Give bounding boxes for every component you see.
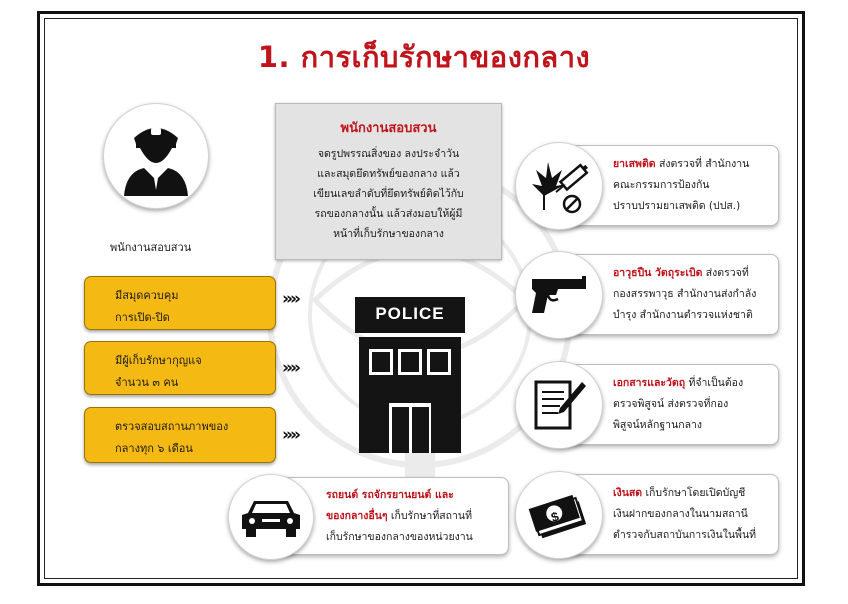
- rule-line: จำนวน ๓ คน: [115, 376, 179, 389]
- narcotics-line: ปราบปรามยาเสพติด (ปปส.): [613, 200, 741, 212]
- cash-line: ตำรวจกับสถาบันการเงินในพื้นที่: [613, 529, 757, 541]
- weapons-circle: [515, 251, 603, 339]
- documents-circle: [515, 361, 603, 449]
- duty-title: พนักงานสอบสวน: [340, 121, 437, 136]
- vehicles-text: เก็บรักษาที่สถานที่: [387, 510, 473, 522]
- documents-highlight: เอกสารและวัตถุ: [613, 377, 686, 389]
- vehicles-highlight-2: ของกลางอื่นๆ: [326, 510, 388, 522]
- documents-line: ตรวจพิสูจน์ ส่งตรวจที่กอง: [613, 398, 729, 410]
- duty-line: และสมุดยึดทรัพย์ของกลาง แล้ว: [317, 168, 460, 180]
- rule-box-control-book: [84, 276, 276, 330]
- investigator-duty-box: [275, 103, 502, 260]
- duty-line: เขียนเลขลำดับที่ยึดทรัพย์ติดไว้กับ: [313, 188, 464, 200]
- drugs-icon: [526, 156, 592, 216]
- narcotics-highlight: ยาเสพติด: [613, 158, 656, 170]
- narcotics-circle: [515, 142, 603, 230]
- officer-label: พนักงานสอบสวน: [110, 241, 192, 254]
- vehicles-circle: [228, 474, 314, 560]
- duty-line: รถของกลางนั้น แล้วส่งมอบให้ผู้มี: [314, 208, 463, 220]
- police-station-icon: [355, 297, 465, 453]
- cash-text: เก็บรักษาโดยเปิดบัญชี: [642, 487, 746, 499]
- rule-line: ตรวจสอบสถานภาพของ: [115, 420, 229, 433]
- vehicles-highlight: รถยนต์ รถจักรยานยนต์ และ: [326, 489, 454, 501]
- gun-icon: [528, 273, 590, 317]
- arrow-icon: »»: [282, 358, 298, 378]
- money-icon: [528, 490, 590, 540]
- police-officer-icon: [120, 116, 192, 196]
- narcotics-line: คณะกรรมการป้องกัน: [613, 179, 710, 191]
- documents-text: ที่จำเป็นต้อง: [685, 377, 744, 389]
- page-title: 1. การเก็บรักษาของกลาง: [257, 40, 591, 74]
- rule-line: กลางทุก ๖ เดือน: [115, 442, 193, 455]
- duty-text: [276, 144, 501, 244]
- officer-circle: [103, 103, 209, 209]
- document-pen-icon: [530, 376, 588, 434]
- car-icon: [240, 495, 302, 539]
- duty-line: จดรูปพรรณสิ่งของ ลงประจำวัน: [317, 148, 460, 160]
- documents-line: พิสูจน์หลักฐานกลาง: [613, 419, 703, 431]
- narcotics-text: ส่งตรวจที่ สำนักงาน: [655, 158, 750, 170]
- weapons-line: กองสรรพาวุธ สำนักงานส่งกำลัง: [613, 288, 757, 300]
- svg-text:$: $: [549, 508, 561, 526]
- arrow-icon: »»: [282, 425, 298, 445]
- weapons-text: ส่งตรวจที่: [702, 267, 749, 279]
- duty-line: หน้าที่เก็บรักษาของกลาง: [333, 228, 444, 240]
- weapons-line: บำรุง สำนักงานตำรวจแห่งชาติ: [613, 309, 753, 321]
- cash-circle: [515, 471, 603, 559]
- rule-line: มีสมุดควบคุม: [115, 289, 179, 302]
- weapons-highlight: อาวุธปืน วัตถุระเบิด: [613, 267, 703, 279]
- vehicles-line: เก็บรักษาของกลางของหน่วยงาน: [326, 531, 473, 543]
- cash-line: เงินฝากของกลางในนามสถานี: [613, 508, 748, 520]
- rule-line: มีผู้เก็บรักษากุญแจ: [115, 354, 202, 367]
- arrow-icon: »»: [282, 289, 298, 309]
- rule-line: การเปิด-ปิด: [115, 311, 170, 324]
- cash-highlight: เงินสด: [613, 487, 643, 499]
- police-sign-text: POLICE: [375, 304, 445, 323]
- rule-box-inspection: [84, 407, 276, 463]
- rule-box-key-keepers: [84, 341, 276, 395]
